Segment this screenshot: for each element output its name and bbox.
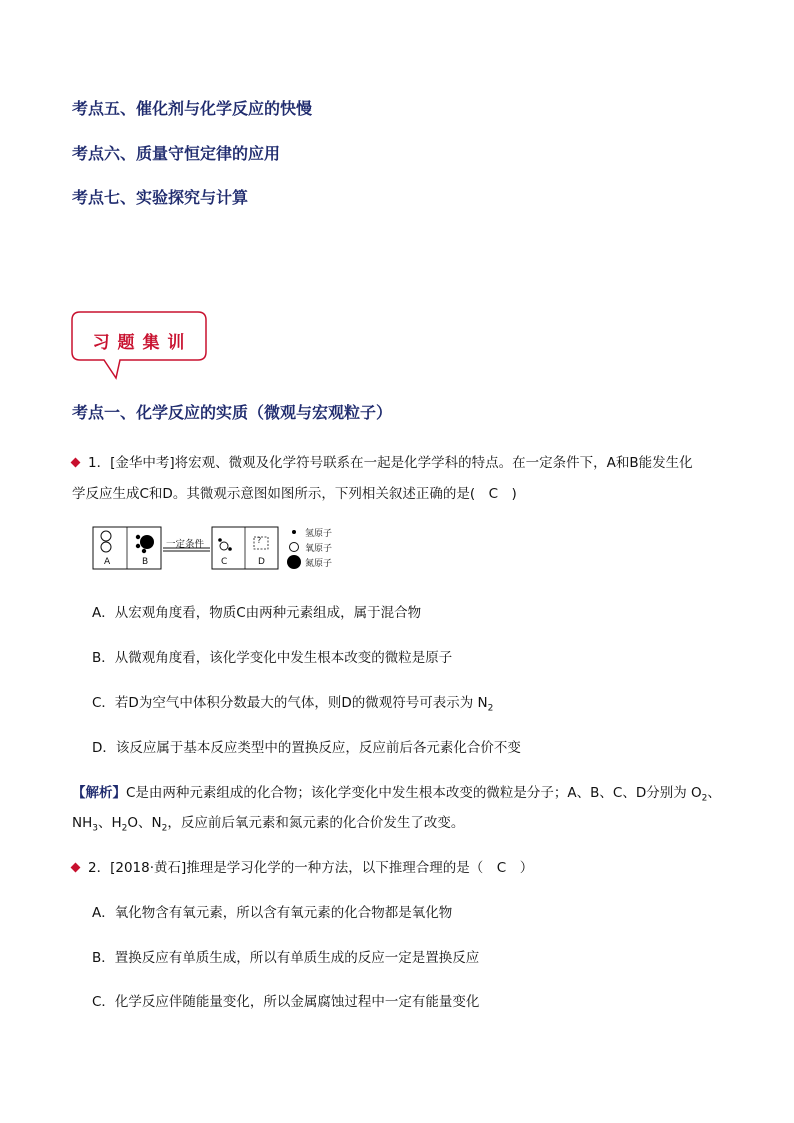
legend-oxygen: 氧原子 (305, 544, 333, 554)
legend-nitrogen: 氮原子 (305, 559, 333, 569)
q2-option-b: B．置换反应有单质生成，所以有单质生成的反应一定是置换反应 (92, 950, 480, 966)
q1-option-b: B．从微观角度看，该化学变化中发生根本改变的微粒是原子 (92, 650, 453, 666)
figure-label-a: A (104, 557, 111, 567)
figure-label-c: C (221, 557, 228, 567)
figure-label-d: D (258, 557, 265, 567)
q1-option-c: C．若D为空气中体积分数最大的气体，则D的微观符号可表示为 $N_2$ (92, 695, 494, 714)
bullet-diamond-icon (71, 458, 81, 468)
q1-stem-line1: 1．[金华中考]将宏观、微观及化学符号联系在一起是化学学科的特点。在一定条件下，A和B能发生化 (72, 451, 693, 471)
q2-option-c: C．化学反应伴随能量变化，所以金属腐蚀过程中一定有能量变化 (92, 994, 480, 1010)
figure-condition: 一定条件 (166, 539, 205, 550)
banner (70, 310, 210, 382)
figure-label-b: B (142, 557, 149, 567)
q2-option-a: A．氧化物含有氧元素，所以含有氧元素的化合物都是氧化物 (92, 905, 453, 921)
heading-kaodian7: 考点七、实验探究与计算 (72, 188, 249, 207)
q1-analysis-line1: 【解析】C是由两种元素组成的化合物；该化学变化中发生根本改变的微粒是分子；A、B、C、D分别为 $O_2$、 (72, 785, 721, 804)
q1-option-d: D．该反应属于基本反应类型中的置换反应，反应前后各元素化合价不变 (92, 740, 521, 756)
reaction-figure (92, 521, 352, 573)
q1-analysis-line2: $NH_3$、$H_2O$、$N_2$，反应前后氧元素和氮元素的化合价发生了改变。 (72, 815, 465, 834)
heading-kaodian1: 考点一、化学反应的实质（微观与宏观粒子） (72, 403, 393, 422)
analysis-label: 【解析】 (72, 785, 126, 801)
figure-question-mark: ? (257, 536, 262, 545)
heading-kaodian6: 考点六、质量守恒定律的应用 (72, 144, 281, 163)
q2-stem: 2．[2018·黄石]推理是学习化学的一种方法，以下推理合理的是（ C ） (72, 856, 533, 876)
bullet-diamond-icon (71, 863, 81, 873)
banner-title: 习 题 集 训 (92, 333, 186, 353)
q1-option-a: A．从宏观角度看，物质C由两种元素组成，属于混合物 (92, 605, 422, 621)
legend-hydrogen: 氢原子 (305, 529, 333, 539)
q1-stem-line2: 学反应生成C和D。其微观示意图如图所示，下列相关叙述正确的是( C ) (72, 486, 517, 502)
heading-kaodian5: 考点五、催化剂与化学反应的快慢 (72, 99, 313, 118)
